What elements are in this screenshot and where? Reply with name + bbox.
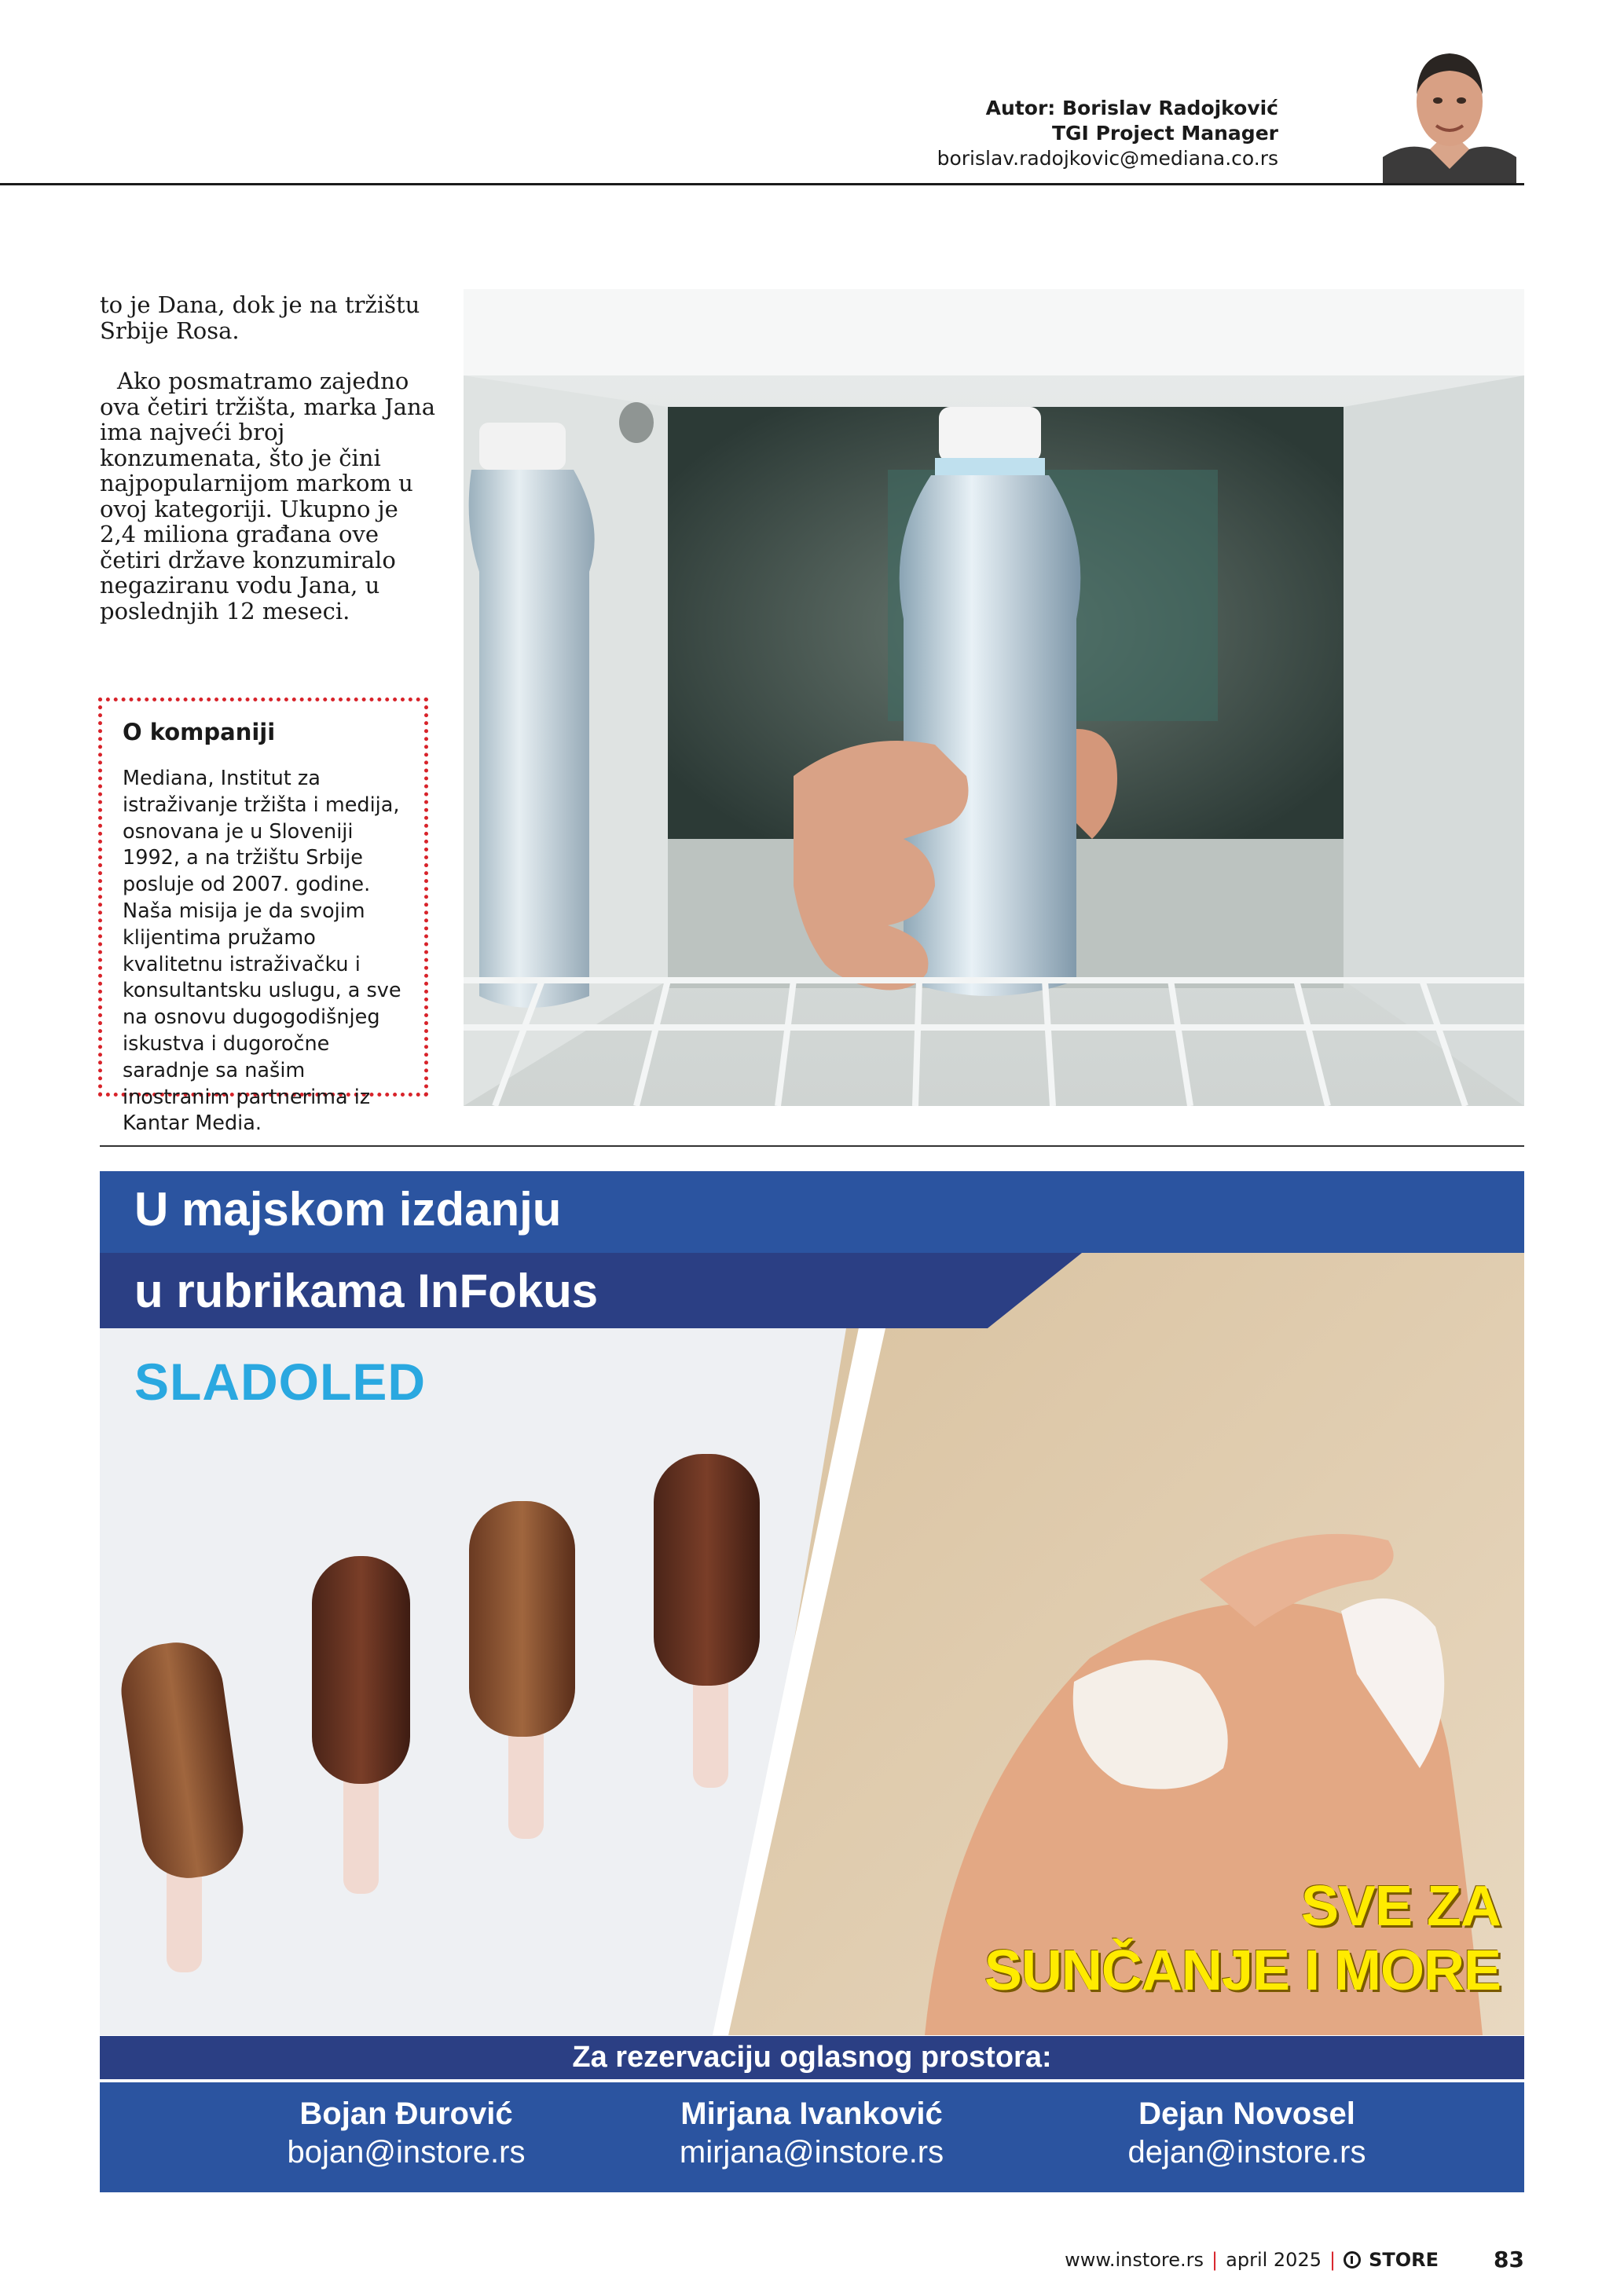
topic-suncanje	[984, 1874, 1501, 2003]
company-info-box	[98, 698, 428, 1136]
company-box-title: O kompaniji	[123, 719, 276, 745]
company-box-text: Mediana, Institut za istraživanje tržišta i medija, osnovana je u Sloveniji 1992, a na tržištu Srbije posluje od 2007. godine. Naša misija je da svojim klijentima pružamo kvalitetnu istraživačku i konsultantsku uslugu, a sve na osnovu dugogodišnjeg iskustva i dugoročne saradnje sa našim inostranim partnerima iz Kantar Media.	[123, 767, 401, 1136]
contact-band	[100, 2082, 1524, 2192]
author-portrait	[1383, 31, 1516, 184]
contact-card	[1043, 2095, 1451, 2172]
topic-sladoled: SLADOLED	[134, 1353, 426, 1411]
reservation-label: Za rezervaciju oglasnog prostora:	[100, 2036, 1524, 2079]
advertisement	[100, 1171, 1524, 2192]
ad-headline-bar-1	[100, 1171, 1524, 1253]
contact-card	[607, 2095, 1016, 2172]
footer-website[interactable]: www.instore.rs	[1065, 2248, 1204, 2271]
footer-separator: |	[1212, 2248, 1219, 2271]
contact-email[interactable]: dejan@instore.rs	[1127, 2135, 1366, 2170]
store-logo-icon	[1344, 2251, 1361, 2269]
contact-card	[202, 2095, 610, 2172]
page-number: 83	[1494, 2247, 1524, 2272]
author-block	[937, 96, 1278, 171]
article-body	[100, 292, 438, 649]
author-email[interactable]: borislav.radojkovic@mediana.co.rs	[937, 147, 1278, 170]
contact-email[interactable]: bojan@instore.rs	[287, 2135, 526, 2170]
section-divider	[100, 1145, 1524, 1147]
contact-name: Mirjana Ivanković	[680, 2096, 943, 2131]
fridge-water-bottle-photo	[464, 289, 1524, 1106]
ad-headline-bar-2	[100, 1253, 1524, 1328]
ad-headline-1: U majskom izdanju	[134, 1183, 562, 1236]
footer-separator: |	[1329, 2248, 1336, 2271]
footer-issue: april 2025	[1226, 2248, 1322, 2271]
contact-email[interactable]: mirjana@instore.rs	[679, 2135, 944, 2170]
article-paragraph-2: Ako posmatramo zajedno ova četiri tržišta, marka Jana ima najveći broj konzumenata, što je čini najpopularnijom markom u ovoj kategoriji. Ukupno je 2,4 miliona građana ove četiri države konzumiralo negaziranu vodu Jana, u poslednjih 12 meseci.	[100, 368, 435, 624]
contact-name: Dejan Novosel	[1138, 2096, 1355, 2131]
topic-suncanje-line-1: SVE ZA	[1300, 1875, 1501, 1938]
topic-suncanje-line-2: SUNČANJE I MORE	[984, 1939, 1501, 2002]
author-role: TGI Project Manager	[1051, 122, 1278, 145]
ad-headline-2: u rubrikama InFokus	[134, 1265, 599, 1317]
author-name: Autor: Borislav Radojković	[985, 97, 1278, 119]
header-rule	[0, 183, 1524, 185]
page-footer	[1065, 2247, 1524, 2272]
footer-brand: STORE	[1369, 2248, 1439, 2271]
article-paragraph-1: to je Dana, dok je na tržištu Srbije Rosa.	[100, 291, 420, 344]
contact-name: Bojan Đurović	[299, 2096, 513, 2131]
